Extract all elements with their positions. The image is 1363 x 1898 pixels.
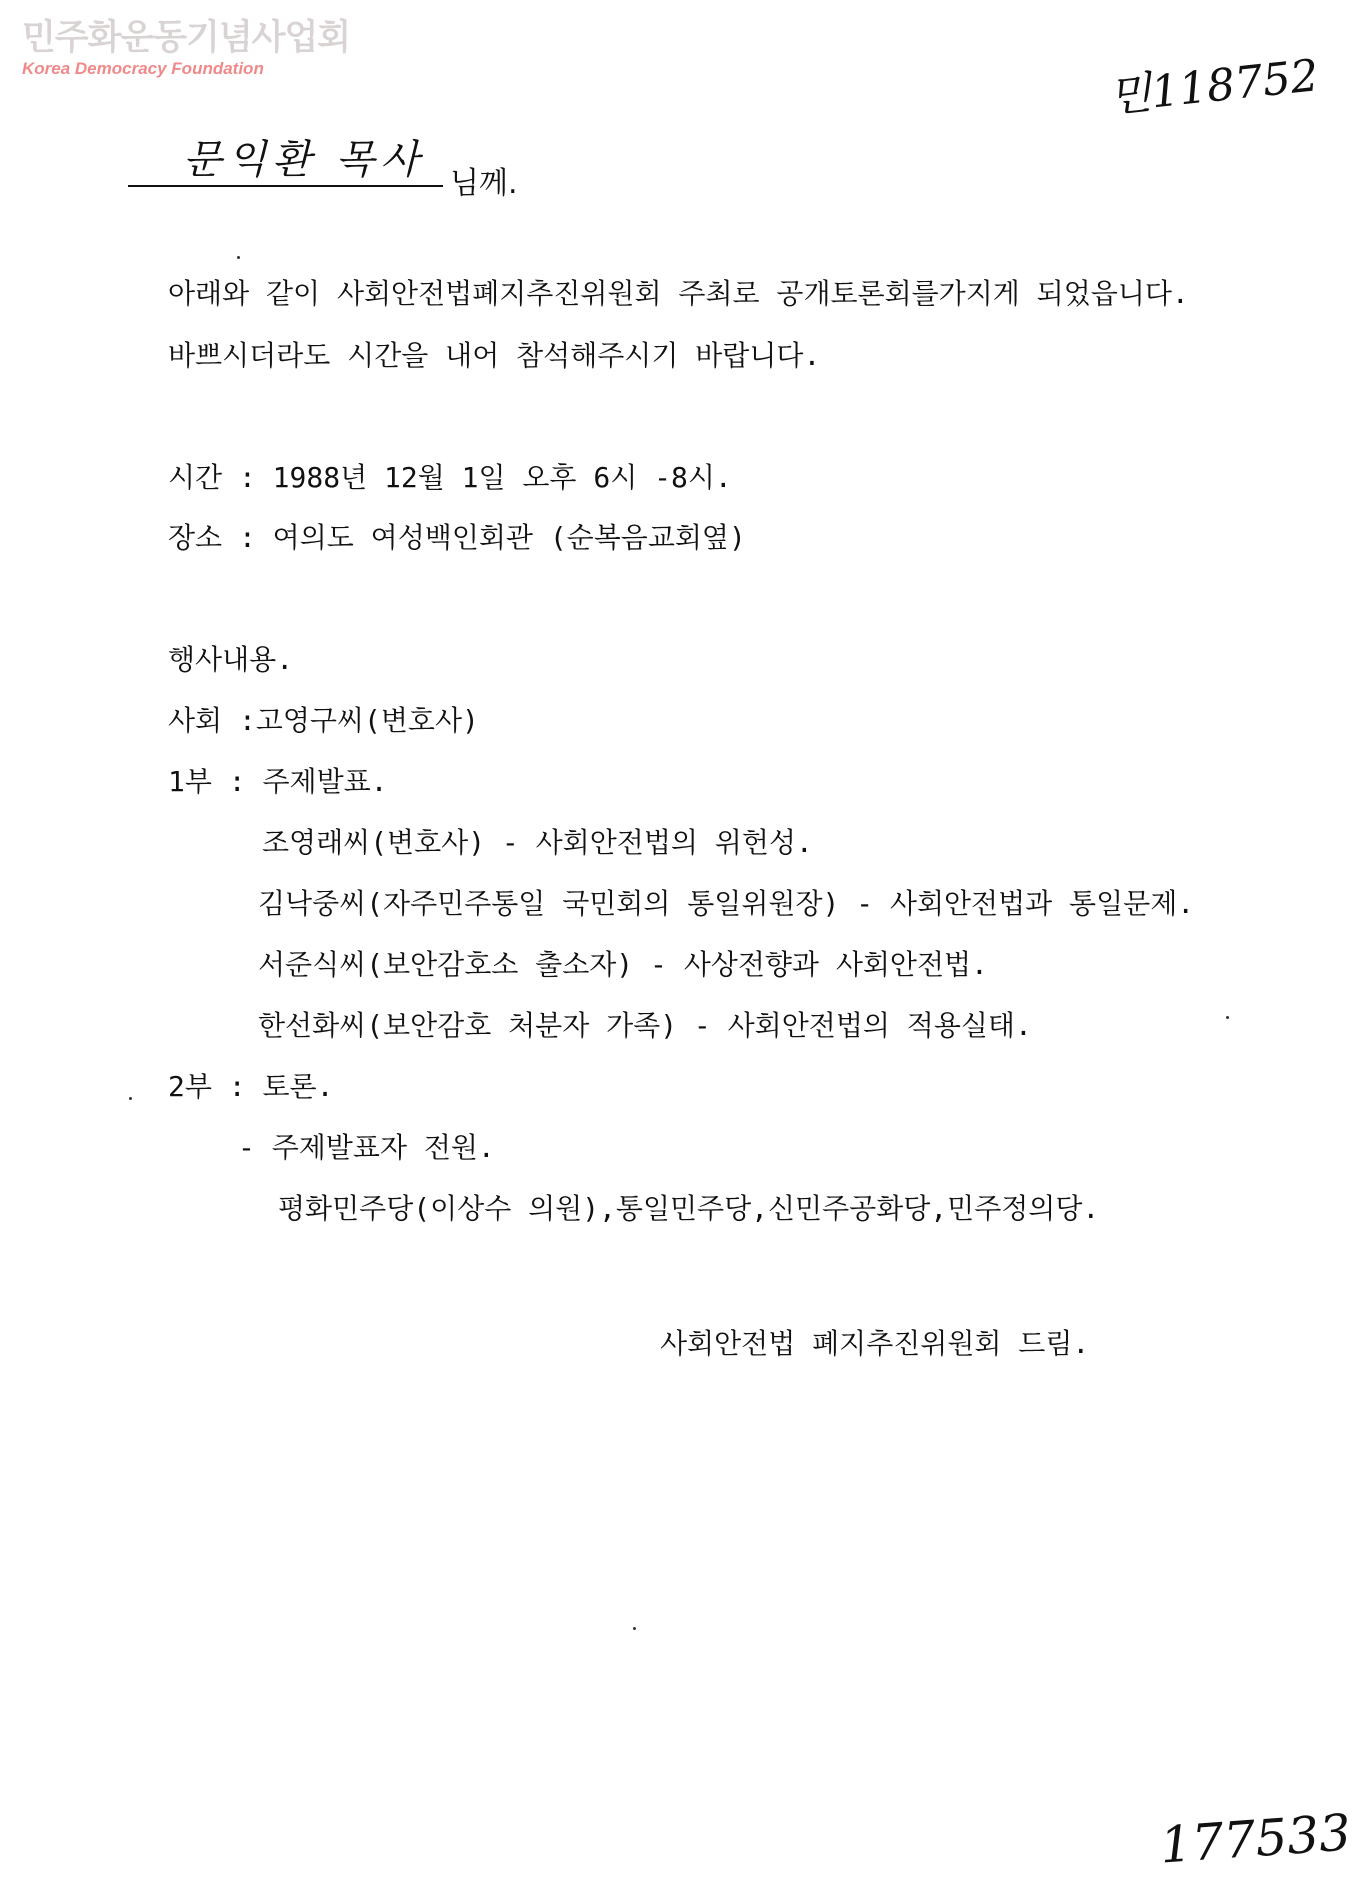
- part2-title: 2부 : 토론.: [168, 1070, 334, 1103]
- scan-speck: [1226, 1016, 1229, 1019]
- archive-number-top: 민118752: [1105, 50, 1321, 123]
- event-place: 장소 : 여의도 여성백인회관 (순복음교회옆): [168, 521, 746, 554]
- part2-item: 평화민주당(이상수 의원),통일민주당,신민주공화당,민주정의당.: [278, 1192, 1100, 1225]
- part1-item: 조영래씨(변호사) - 사회안전법의 위헌성.: [262, 826, 813, 859]
- scan-speck: [633, 1627, 636, 1630]
- part1-item: 김낙중씨(자주민주통일 국민회의 통일위원장) - 사회안전법과 통일문제.: [258, 887, 1195, 920]
- part1-title: 1부 : 주제발표.: [168, 765, 388, 798]
- part2-item: - 주제발표자 전원.: [238, 1131, 495, 1164]
- event-time: 시간 : 1988년 12월 1일 오후 6시 -8시.: [168, 461, 732, 494]
- scan-speck: [237, 256, 240, 259]
- part1-item: 서준식씨(보안감호소 출소자) - 사상전향과 사회안전법.: [258, 948, 988, 981]
- addressee-name: 문익환 목사: [183, 137, 425, 183]
- part1-item: 한선화씨(보안감호 처분자 가족) - 사회안전법의 적용실태.: [258, 1009, 1032, 1042]
- watermark-english: Korea Democracy Foundation: [22, 59, 264, 78]
- watermark: [22, 18, 350, 80]
- archive-number-bottom: 177533: [1158, 1803, 1353, 1875]
- intro-line-1: 아래와 같이 사회안전법폐지추진위원회 주최로 공개토론회를가지게 되었읍니다.: [168, 277, 1189, 310]
- program-heading: 행사내용.: [168, 643, 294, 676]
- addressee-underline: [128, 185, 443, 187]
- intro-line-2: 바쁘시더라도 시간을 내어 참석해주시기 바랍니다.: [168, 339, 821, 372]
- watermark-korean: 민주화운동기념사업회: [22, 18, 351, 58]
- addressee-suffix: 님께.: [450, 166, 518, 201]
- scan-speck: [129, 1097, 132, 1100]
- addressee: [128, 128, 558, 201]
- program-moderator: 사회 :고영구씨(변호사): [168, 704, 479, 737]
- signature: 사회안전법 폐지추진위원회 드림.: [660, 1327, 1090, 1360]
